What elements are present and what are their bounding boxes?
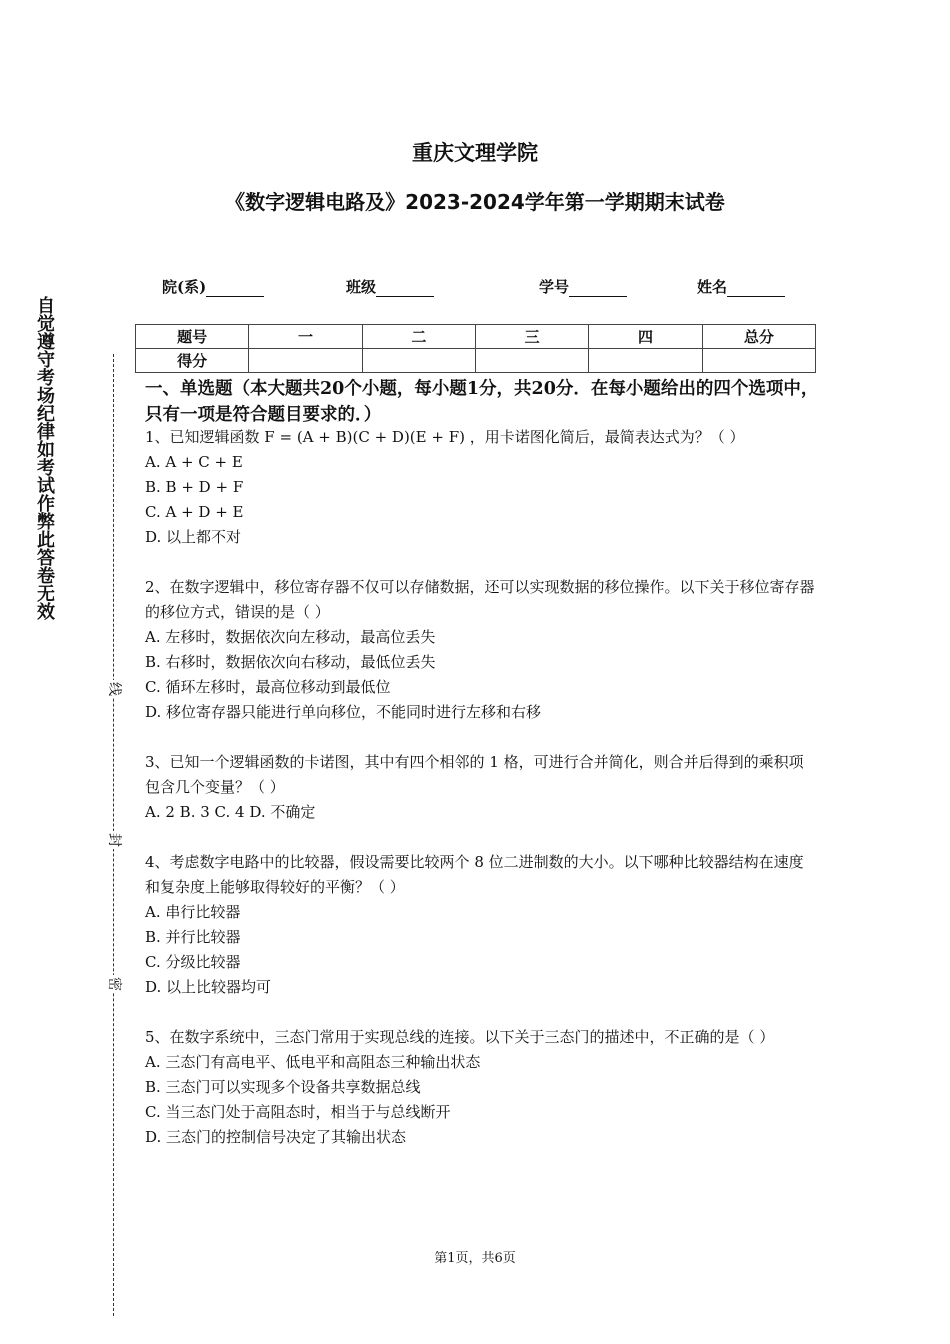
question-option: D. 三态门的控制信号决定了其输出状态 bbox=[145, 1128, 407, 1146]
exam-title: 《数字逻辑电路及》2023-2024学年第一学期期末试卷 bbox=[225, 190, 725, 214]
table-cell: 题号 bbox=[136, 325, 249, 349]
name-field[interactable] bbox=[697, 276, 785, 297]
page-number: 第1页，共6页 bbox=[434, 1251, 516, 1266]
question-option: D. 以上都不对 bbox=[145, 528, 242, 546]
question-4 bbox=[145, 850, 815, 1000]
table-cell: 得分 bbox=[136, 349, 249, 373]
student-id-field[interactable] bbox=[539, 276, 627, 297]
question-option: B. 并行比较器 bbox=[145, 928, 241, 946]
question-option: C. 分级比较器 bbox=[145, 953, 241, 971]
question-option: D. 移位寄存器只能进行单向移位，不能同时进行左移和右移 bbox=[145, 703, 542, 721]
table-cell: 三 bbox=[475, 325, 588, 349]
school-name: 重庆文理学院 bbox=[412, 141, 538, 165]
score-cell[interactable] bbox=[589, 349, 702, 373]
question-option: B. 右移时，数据依次向右移动，最低位丢失 bbox=[145, 653, 436, 671]
question-stem: 1、已知逻辑函数 F = (A + B)(C + D)(E + F) ，用卡诺图化简后，最简表达式为？（ ） bbox=[145, 428, 745, 446]
score-table-header-row bbox=[136, 325, 816, 349]
student-id-blank bbox=[569, 280, 627, 297]
question-stem: 2、在数字逻辑中，移位寄存器不仅可以存储数据，还可以实现数据的移位操作。以下关于移位寄存器的移位方式，错误的是（ ） bbox=[145, 578, 815, 621]
question-option: A. 2 B. 3 C. 4 D. 不确定 bbox=[145, 803, 316, 821]
question-option: B. B + D + F bbox=[145, 478, 244, 496]
score-table-score-row bbox=[136, 349, 816, 373]
table-cell: 四 bbox=[589, 325, 702, 349]
question-option: A. A + C + E bbox=[145, 453, 243, 471]
cut-label-line: 线 bbox=[103, 680, 125, 698]
cut-label-seal: 封 bbox=[103, 831, 125, 849]
margin-warning: 自觉遵守考场纪律如考试作弊此答卷无效 bbox=[34, 296, 55, 620]
score-cell[interactable] bbox=[362, 349, 475, 373]
table-cell: 总分 bbox=[702, 325, 815, 349]
question-1 bbox=[145, 425, 815, 550]
name-blank bbox=[727, 280, 785, 297]
score-cell[interactable] bbox=[475, 349, 588, 373]
question-option: A. 三态门有高电平、低电平和高阻态三种输出状态 bbox=[145, 1053, 481, 1071]
question-option: A. 左移时，数据依次向左移动，最高位丢失 bbox=[145, 628, 436, 646]
question-stem: 5、在数字系统中，三态门常用于实现总线的连接。以下关于三态门的描述中，不正确的是（ ） bbox=[145, 1028, 775, 1046]
question-option: D. 以上比较器均可 bbox=[145, 978, 272, 996]
class-field[interactable] bbox=[346, 276, 434, 297]
table-cell: 二 bbox=[362, 325, 475, 349]
department-label: 院(系) bbox=[162, 278, 207, 296]
student-info-row bbox=[162, 276, 802, 298]
class-label: 班级 bbox=[346, 278, 377, 296]
score-table bbox=[135, 324, 816, 373]
table-cell: 一 bbox=[249, 325, 362, 349]
question-stem: 3、已知一个逻辑函数的卡诺图，其中有四个相邻的 1 格，可进行合并简化，则合并后得到的乘积项包含几个变量？（ ） bbox=[145, 753, 804, 796]
score-cell[interactable] bbox=[702, 349, 815, 373]
question-stem: 4、考虑数字电路中的比较器，假设需要比较两个 8 位二进制数的大小。以下哪种比较器结构在速度和复杂度上能够取得较好的平衡？（ ） bbox=[145, 853, 804, 896]
department-field[interactable] bbox=[162, 276, 264, 297]
class-blank bbox=[376, 280, 434, 297]
name-label: 姓名 bbox=[697, 278, 728, 296]
department-blank bbox=[206, 280, 264, 297]
question-2 bbox=[145, 575, 815, 725]
question-option: C. 循环左移时，最高位移动到最低位 bbox=[145, 678, 391, 696]
question-option: A. 串行比较器 bbox=[145, 903, 241, 921]
student-id-label: 学号 bbox=[539, 278, 570, 296]
section-heading: 一、单选题（本大题共20个小题，每小题1分，共20分．在每小题给出的四个选项中，只有一项是符合题目要求的．） bbox=[145, 379, 819, 425]
question-list bbox=[145, 425, 815, 1175]
question-option: B. 三态门可以实现多个设备共享数据总线 bbox=[145, 1078, 421, 1096]
question-5 bbox=[145, 1025, 815, 1150]
question-3 bbox=[145, 750, 815, 825]
cut-label-sealed: 密 bbox=[103, 975, 125, 993]
question-option: C. A + D + E bbox=[145, 503, 244, 521]
score-cell[interactable] bbox=[249, 349, 362, 373]
question-option: C. 当三态门处于高阻态时，相当于与总线断开 bbox=[145, 1103, 451, 1121]
